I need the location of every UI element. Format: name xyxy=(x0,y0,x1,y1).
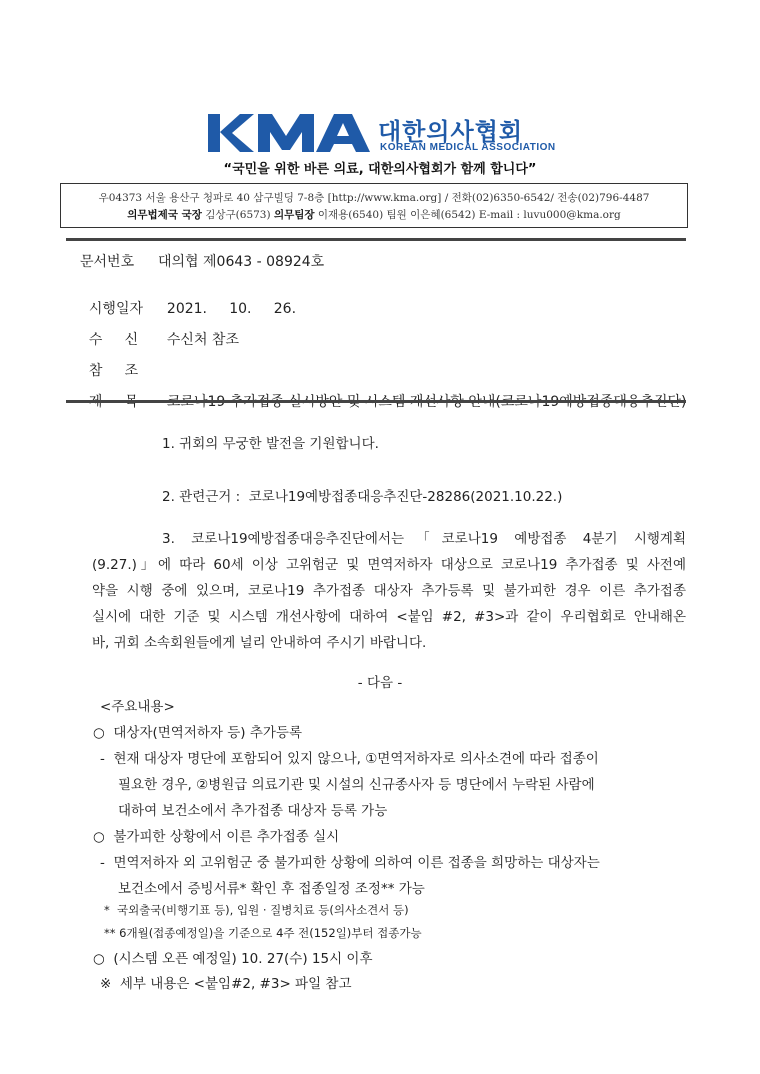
contact-label-team-lead: 의무팀장 xyxy=(273,209,315,221)
contact-box xyxy=(60,183,688,228)
item-2-footnote: * 국외출국(비행기표 등), 입원 · 질병치료 등(의사소견서 등) xyxy=(104,903,409,917)
date-value: 2021. 10. 26. xyxy=(166,301,297,317)
recipient-label: 수 신 xyxy=(88,332,139,348)
item-2-detail: 보건소에서 증빙서류* 확인 후 접종일정 조정** 가능 xyxy=(118,881,425,897)
contact-label-director: 의무법제국 국장 xyxy=(127,209,202,221)
org-name-korean: 대한의사협회 xyxy=(378,118,524,146)
next-heading: - 다음 - xyxy=(357,675,403,691)
paragraph-3 xyxy=(92,526,686,656)
kma-logo-mark xyxy=(206,110,376,156)
contact-address: 우04373 서울 용산구 청파로 40 삼구빌딩 7-8층 [http://www.kma.org] / 전화(02)6350-6542/ 전송(02)796-4487 xyxy=(98,192,650,204)
header-divider xyxy=(66,238,686,241)
item-1-detail: 필요한 경우, ②병원급 의료기관 및 시설의 신규종사자 등 명단에서 누락된 사람에 xyxy=(118,777,595,793)
item-1-detail: - 현재 대상자 명단에 포함되어 있지 않으나, ①면역저하자로 의사소견에 따라 접종이 xyxy=(100,751,599,767)
svg-text:KMA: KMA xyxy=(206,110,209,111)
item-2: ○ 불가피한 상황에서 이른 추가접종 실시 xyxy=(93,829,340,845)
recipient-value: 수신처 참조 xyxy=(166,332,239,348)
paragraph-3-line: 3. 코로나19예방접종대응추진단에서는「코로나19 예방접종 4분기 시행계획 xyxy=(162,531,686,547)
doc-number-label: 문서번호 xyxy=(80,254,135,270)
slogan: “국민을 위한 바른 의료, 대한의사협회가 함께 합니다” xyxy=(223,162,537,177)
item-1-detail: 대하여 보건소에서 추가접종 대상자 등록 가능 xyxy=(118,803,388,819)
contact-persons xyxy=(67,207,681,222)
paragraph-3-line: 실시에 대한 기준 및 시스템 개선사항에 대하여 <붙임 #2, #3>과 같이 우리협회로 안내해온 xyxy=(92,609,686,625)
item-2-footnote: ** 6개월(접종예정일)을 기준으로 4주 전(152일)부터 접종가능 xyxy=(104,926,422,940)
paragraph-3-line: (9.27.)」에 따라 60세 이상 고위험군 및 면역저하자 대상으로 코로나19 추가접종 및 사전예 xyxy=(92,557,686,573)
attachment-note: ※ 세부 내용은 <붙임#2, #3> 파일 참고 xyxy=(100,976,352,992)
item-3: ○ (시스템 오픈 예정일) 10. 27(수) 15시 이후 xyxy=(93,951,373,967)
reference-label: 참 조 xyxy=(88,363,139,379)
item-1: ○ 대상자(면역저하자 등) 추가등록 xyxy=(93,725,303,741)
doc-number-row xyxy=(80,251,324,271)
contact-team: 이재용(6540) 팀원 이은혜(6542) E-mail : luvu000@kma.org xyxy=(314,209,621,221)
paragraph-1: 1. 귀회의 무궁한 발전을 기원합니다. xyxy=(162,436,379,452)
meta-divider xyxy=(66,400,686,403)
contact-director: 김상구(6573) xyxy=(201,209,274,221)
kma-logo xyxy=(206,110,556,156)
date-label: 시행일자 xyxy=(88,301,144,317)
org-name-english: KOREAN MEDICAL ASSOCIATION xyxy=(380,142,556,153)
subject-row xyxy=(80,375,686,411)
main-content-title: <주요내용> xyxy=(100,699,175,715)
paragraph-2: 2. 관련근거 : 코로나19예방접종대응추진단-28286(2021.10.22.) xyxy=(162,489,563,505)
doc-number: 대의협 제0643 - 08924호 xyxy=(158,254,325,270)
paragraph-3-line: 약을 시행 중에 있으며, 코로나19 추가접종 대상자 추가등록 및 불가피한 경우 이른 추가접종 xyxy=(92,583,686,599)
item-2-detail: - 면역저하자 외 고위험군 중 불가피한 상황에 의하여 이른 접종을 희망하는 대상자는 xyxy=(100,855,600,871)
paragraph-3-line: 바, 귀회 소속회원들에게 널리 안내하여 주시기 바랍니다. xyxy=(92,635,427,651)
